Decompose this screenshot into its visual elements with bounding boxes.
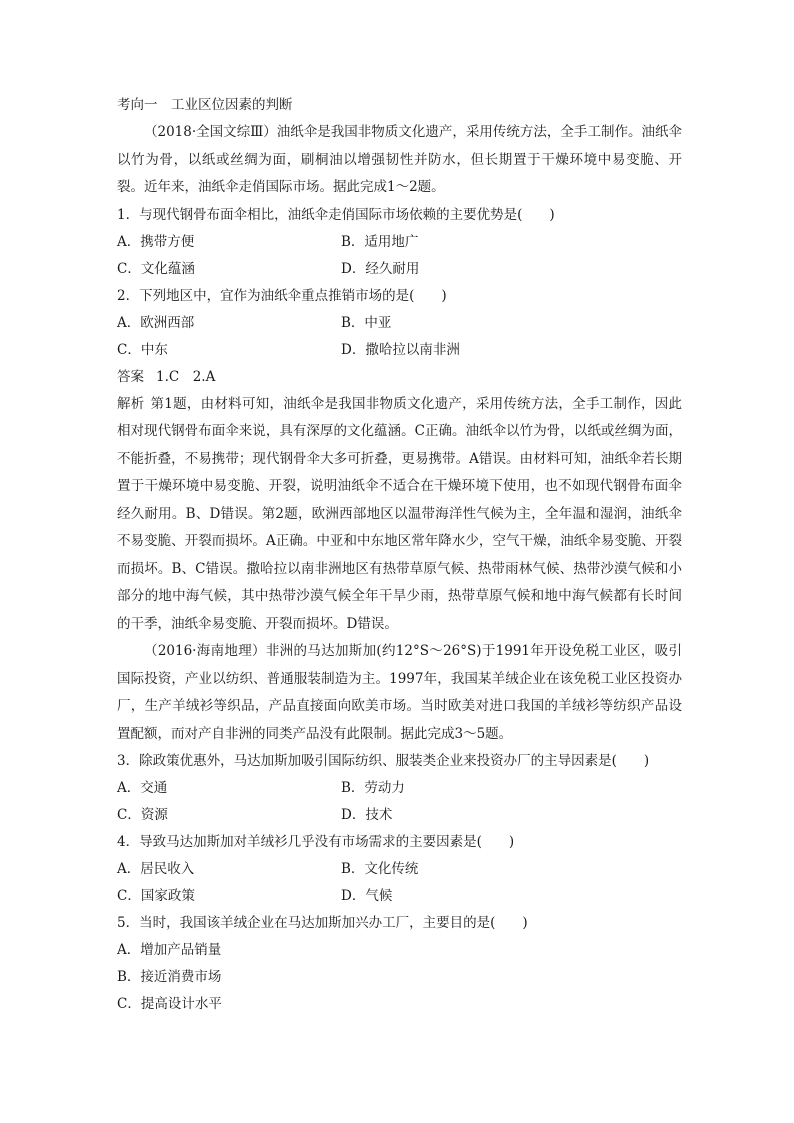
- q5-option-b: B．接近消费市场: [117, 969, 222, 985]
- question-2-options-row-1: [117, 310, 682, 337]
- analysis-label: 解析: [117, 395, 145, 412]
- question-1-stem: 1．与现代钢骨布面伞相比，油纸伞走俏国际市场依赖的主要优势是( ): [117, 206, 555, 223]
- question-4-options-row-2: [117, 883, 682, 910]
- q3-option-b: B．劳动力: [341, 780, 405, 796]
- question-1-options-row-1: [117, 229, 682, 256]
- question-4-options-row-1: [117, 856, 682, 883]
- question-4-stem: 4．导致马达加斯加对羊绒衫几乎没有市场需求的主要因素是( ): [117, 834, 515, 850]
- document-page: [117, 92, 682, 1018]
- q1-option-d: D．经久耐用: [341, 260, 420, 277]
- q1-option-c: C．文化蕴涵: [117, 260, 195, 277]
- question-3-options-row-2: [117, 802, 682, 829]
- passage-1: （2018·全国文综Ⅲ）油纸伞是我国非物质文化遗产，采用传统方法，全手工制作。油纸伞以竹为骨，以纸或丝绸为面，刷桐油以增强韧性并防水，但长期置于干燥环境中易变脆、开裂。近年来，油纸伞走俏国际市场。据此完成1～2题。: [117, 124, 682, 195]
- q1-option-a: A．携带方便: [117, 233, 195, 250]
- analysis-text: 第1题，由材料可知，油纸伞是我国非物质文化遗产，采用传统方法，全手工制作，因此相对现代钢骨布面伞来说，具有深厚的文化蕴涵。C正确。油纸伞以竹为骨，以纸或丝绸为面，不能折叠，不易携带；现代钢骨伞大多可折叠，更易携带。A错误。由材料可知，油纸伞若长期置于干燥环境中易变脆、开裂，说明油纸伞不适合在干燥环境下使用，也不如现代钢骨布面伞经久耐用。B、D错误。第2题，欧洲西部地区以温带海洋性气候为主，全年温和湿润，油纸伞不易变脆、开裂而损坏。A正确。中亚和中东地区常年降水少，空气干燥，油纸伞易变脆、开裂而损坏。B、C错误。撒哈拉以南非洲地区有热带草原气候、热带雨林气候、热带沙漠气候和小部分的地中海气候，其中热带沙漠气候全年干旱少雨，热带草原气候和地中海气候都有长时间的干季，油纸伞易变脆、开裂而损坏。D错误。: [117, 395, 683, 632]
- q4-option-d: D．气候: [341, 888, 393, 904]
- analysis: [117, 391, 682, 639]
- q3-option-d: D．技术: [341, 807, 393, 823]
- q4-option-a: A．居民收入: [117, 861, 195, 877]
- q1-option-b: B．适用地广: [341, 233, 419, 250]
- answer-text: 1.C 2.A: [156, 368, 216, 385]
- q2-option-a: A．欧洲西部: [117, 314, 195, 331]
- q2-option-b: B．中亚: [341, 314, 392, 331]
- answer-label: 答案: [117, 368, 144, 385]
- section-title: 考向一 工业区位因素的判断: [117, 97, 293, 113]
- q4-option-b: B．文化传统: [341, 861, 419, 877]
- passage-2: （2016·海南地理）非洲的马达加斯加(约12°S～26°S)于1991年开设免税工业区，吸引国际投资，产业以纺织、普通服装制造为主。1997年，我国某羊绒企业在该免税工业区投资办厂，生产羊绒衫等织品，产品直接面向欧美市场。当时欧美对进口我国的羊绒衫等纺织产品设置配额，而对产自非洲的同类产品没有此限制。据此完成3～5题。: [117, 643, 682, 742]
- question-3-options-row-1: [117, 775, 682, 802]
- q2-option-c: C．中东: [117, 341, 168, 358]
- q3-option-a: A．交通: [117, 780, 168, 796]
- question-5-stem: 5．当时，我国该羊绒企业在马达加斯加兴办工厂，主要目的是( ): [117, 915, 528, 931]
- question-2-options-row-2: [117, 337, 682, 364]
- question-2-stem: 2．下列地区中，宜作为油纸伞重点推销市场的是( ): [117, 287, 447, 304]
- question-1-options-row-2: [117, 256, 682, 283]
- q4-option-c: C．国家政策: [117, 888, 195, 904]
- question-3-stem: 3．除政策优惠外，马达加斯加吸引国际纺织、服装类企业来投资办厂的主导因素是( ): [117, 753, 650, 769]
- q3-option-c: C．资源: [117, 807, 168, 823]
- q2-option-d: D．撒哈拉以南非洲: [341, 341, 460, 358]
- answer-line: [117, 364, 682, 391]
- q5-option-c: C．提高设计水平: [117, 996, 222, 1012]
- q5-option-a: A．增加产品销量: [117, 942, 222, 958]
